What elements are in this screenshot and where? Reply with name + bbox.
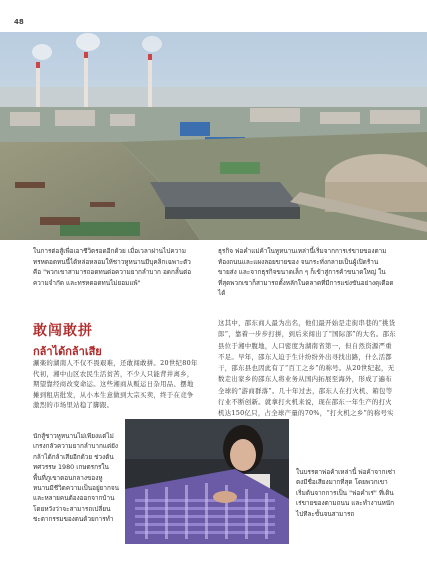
section-heading-thai: กล้าได้กล้าเสีย [33, 345, 102, 358]
section-heading [33, 320, 102, 360]
right-thai-paragraph: ในบรรดาพ่อค้าเหล่านี้ พ่อค้าจากเซ่าตงมีชื่อเสียงมากที่สุด โดยพวกเขาเริ่มต้นจากการเป็น "ฟอคำเร่" ที่เดินเร่ขายของตามถนน และทำงานหนักไปทีละขั้นจนสามารถ [296, 468, 396, 518]
aerial-industrial-photo [0, 32, 427, 240]
page-number: 48 [14, 18, 24, 26]
left-intro-text: ในการต่อสู้เพื่อเอาชีวิตรอดอีกด้วย เมื่อเวลาผ่านไปความทรหดอดทนนี้ได้หล่อหลอมให้ชาวหูหนานมีบุคลิกเฉพาะตัว คือ "พวกเขาสามารถอดทนต่อความยากลำบาก อดกลั้นต่อความจำกัด และทรหดอดทนไม่ยอมแพ้" [33, 247, 192, 287]
right-intro-text: ธุรกิจ ฟอคำแม่ค้าในหูหนานเหล่านี้เริ่มจากการเร่ขายของตามท้องถนนและแผงลอยขายของ จนกระทั่งกลายเป็นผู้เปิดร้านขายส่ง และจากธุรกิจขนาดเล็ก ๆ ก็เข้าสู่การค้าขนาดใหญ่ ในที่สุดพวกเขาก็สามารถตั้งหลักในตลาดที่มีการแข่งขันอย่างดุเดือดได้ [218, 247, 394, 298]
lighter-factory-photo [125, 419, 289, 544]
left-chinese-paragraph: 涮楽的湖南人不仅不畏艰难，还敢闯敢拼。20世纪80年代初，湘中山区农民生活贫苦，不少人只能背井离乡，期望靠经商改变命运。这些湘商从贩运日杂用品、摆地摊到租店批发，从小本生意做到大宗买卖，终于在竞争激烈的市场里站稳了脚跟。 [33, 359, 198, 410]
left-thai-paragraph: นักสู้ชาวหูหนานไม่เพียงแต่ไม่เกรงกลัวความยากลำบากแต่ยังกล้าได้กล้าเสียอีกด้วย ช่วงต้นทศวรรษ 1980 เกษตรกรในพื้นที่ภูเขาตอนกลางของหูหนานมีชีวิตความเป็นอยู่ยากจน และหลายคนต้องออกจากบ้านโดยหวังว่าจะสามารถเปลี่ยนชะตากรรมของตนด้วยการทำ [33, 432, 119, 524]
section-heading-chinese: 敢闯敢拼 [33, 323, 93, 339]
right-chinese-paragraph: 这其中，邵东商人最为出名，他们最开始是走街串巷的“挑货郎”，靠着一步步打拼，到后来闯出了“国际部”的大名。邵东县位于湘中腹地，人口密度为湖南省第一，但自然资源严重不足。早年，邵东人迫于生计纷纷外出寻找出路，什么活都干，邵东县也因此有了“百工之乡”的称号。从20世纪起，无数走出家乡的邵东人将业务从国内拓展至海外，形成了遍布全球的“游商群落”。几十年过去，邵东人在打火机、箱包等行业不断创新。就拿打火机来说，现在邵东一年生产的打火机达150亿只，占全球产量的70%，“打火机之乡”的称号实 [218, 319, 396, 418]
